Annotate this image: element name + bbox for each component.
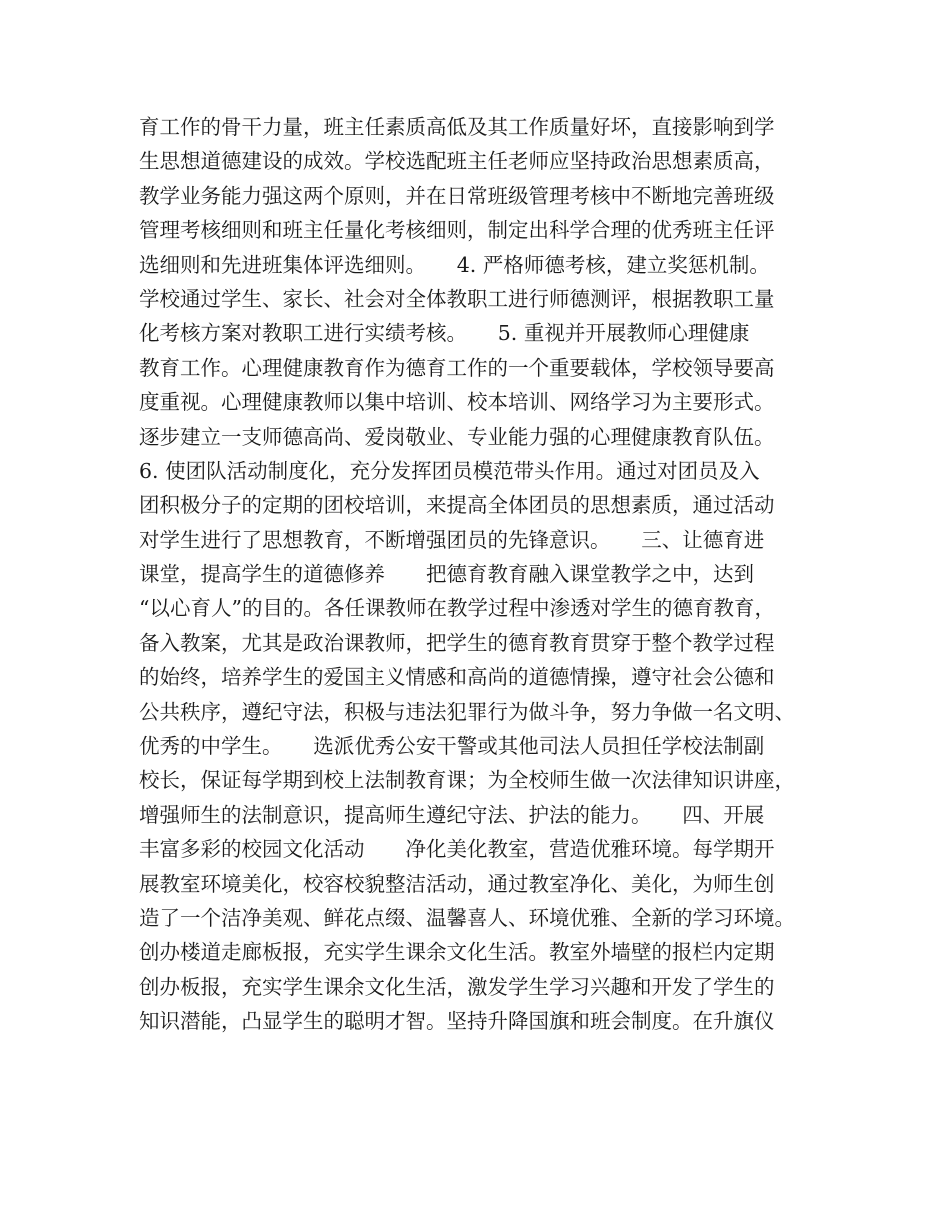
text-line: 造了一个洁净美观、鲜花点缀、温馨喜人、环境优雅、全新的学习环境。 [139, 905, 795, 930]
text-line: 对学生进行了思想教育，不断增强团员的先锋意识。 三、让德育进 [139, 527, 765, 552]
text-line: 度重视。心理健康教师以集中培训、校本培训、网络学习为主要形式。 [139, 390, 775, 415]
text-line: 逐步建立一支师德高尚、爱岗敬业、专业能力强的心理健康教育队伍。 [139, 424, 775, 449]
text-line: 化考核方案对教职工进行实绩考核。 5. 重视并开展教师心理健康 [139, 321, 750, 346]
text-line: 教育工作。心理健康教育作为德育工作的一个重要载体，学校领导要高 [139, 355, 775, 380]
text-line: 学校通过学生、家长、社会对全体教职工进行师德测评，根据教职工量 [139, 286, 775, 311]
text-line: 的始终，培养学生的爱国主义情感和高尚的道德情操，遵守社会公德和 [139, 665, 775, 690]
text-line: 创办板报，充实学生课余文化生活，激发学生学习兴趣和开发了学生的 [139, 974, 775, 999]
text-line: 优秀的中学生。 选派优秀公安干警或其他司法人员担任学校法制副 [139, 734, 765, 759]
text-line: 团积极分子的定期的团校培训，来提高全体团员的思想素质，通过活动 [139, 493, 775, 518]
text-line: 6. 使团队活动制度化，充分发挥团员模范带头作用。通过对团员及入 [139, 458, 760, 483]
text-line: 知识潜能，凸显学生的聪明才智。坚持升降国旗和班会制度。在升旗仪 [139, 1009, 775, 1034]
text-line: 课堂，提高学生的道德修养 把德育教育融入课堂教学之中，达到 [139, 562, 754, 587]
text-line: 生思想道德建设的成效。学校选配班主任老师应坚持政治思想素质高， [139, 149, 775, 174]
text-line: 展教室环境美化，校容校貌整洁活动，通过教室净化、美化，为师生创 [139, 871, 775, 896]
text-line: “以心育人”的目的。各任课教师在教学过程中渗透对学生的德育教育， [139, 596, 775, 621]
body-paragraph [139, 110, 829, 1039]
text-line: 选细则和先进班集体评选细则。 4. 严格师德考核，建立奖惩机制。 [139, 252, 770, 277]
text-line: 管理考核细则和班主任量化考核细则，制定出科学合理的优秀班主任评 [139, 218, 775, 243]
text-line: 教学业务能力强这两个原则，并在日常班级管理考核中不断地完善班级 [139, 183, 775, 208]
text-line: 公共秩序，遵纪守法，积极与违法犯罪行为做斗争，努力争做一名文明、 [139, 699, 795, 724]
text-line: 创办楼道走廊板报，充实学生课余文化生活。教室外墙壁的报栏内定期 [139, 940, 775, 965]
text-line: 校长，保证每学期到校上法制教育课；为全校师生做一次法律知识讲座， [139, 768, 795, 793]
text-line: 备入教案，尤其是政治课教师，把学生的德育教育贯穿于整个教学过程 [139, 630, 775, 655]
text-line: 育工作的骨干力量，班主任素质高低及其工作质量好坏，直接影响到学 [139, 115, 775, 139]
text-line: 增强师生的法制意识，提高师生遵纪守法、护法的能力。 四、开展 [139, 802, 765, 827]
text-line: 丰富多彩的校园文化活动 净化美化教室，营造优雅环境。每学期开 [139, 837, 775, 862]
